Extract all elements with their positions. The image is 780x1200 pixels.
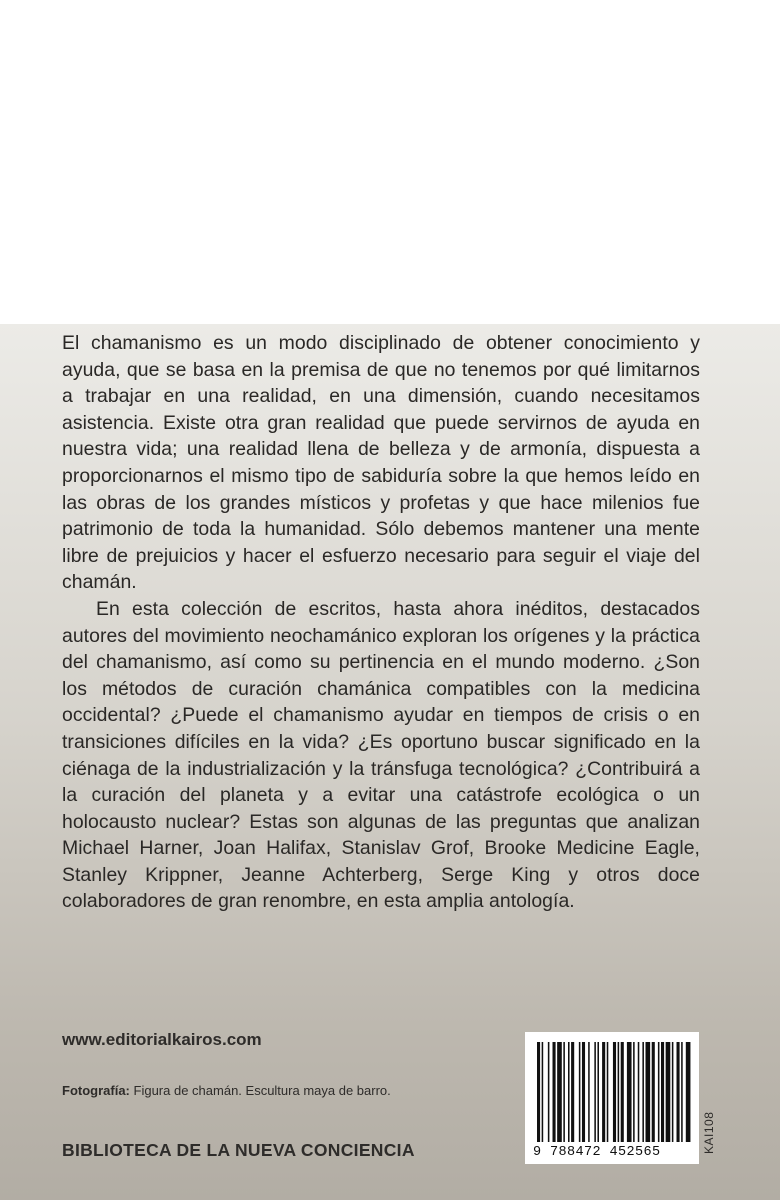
- barcode-bar: [563, 1042, 565, 1142]
- barcode-bar: [652, 1042, 655, 1142]
- barcode-bar: [686, 1042, 691, 1142]
- barcode-bar: [537, 1042, 540, 1142]
- barcode-bar: [613, 1042, 616, 1142]
- barcode-bar: [642, 1042, 644, 1142]
- barcode-bar: [658, 1042, 660, 1142]
- photo-credit-text: Figura de chamán. Escultura maya de barro.: [133, 1083, 391, 1098]
- barcode-bar: [582, 1042, 585, 1142]
- top-blank-area: [0, 0, 780, 324]
- barcode-bar: [661, 1042, 664, 1142]
- barcode: [525, 1032, 699, 1164]
- barcode-bar: [607, 1042, 609, 1142]
- barcode-bar: [597, 1042, 599, 1142]
- barcode-bar: [557, 1042, 562, 1142]
- series-title: BIBLIOTECA DE LA NUEVA CONCIENCIA: [62, 1140, 415, 1160]
- publisher-website: www.editorialkairos.com: [62, 1030, 262, 1049]
- barcode-bar: [618, 1042, 620, 1142]
- blurb-paragraph-1: El chamanismo es un modo disciplinado de obtener conocimiento y ayuda, que se basa en la premisa de que no tenemos por qué limitarnos a trabajar en una realidad, en una dimensión, cuando necesitamos asistencia. Existe otra gran realidad que puede servirnos de ayuda en nuestra vida; una realidad llena de belleza y de armonía, dispuesta a proporcionarnos el mismo tipo de sabiduría sobre la que hemos leído en las obras de los grandes místicos y profetas y que hace milenios fue patrimonio de toda la humanidad. Sólo debemos mantener una mente libre de prejuicios y hacer el esfuerzo necesario para seguir el viaje del chamán.: [62, 332, 700, 594]
- barcode-bar: [633, 1042, 635, 1142]
- reference-code: KAI108: [702, 1111, 716, 1154]
- barcode-bar: [627, 1042, 632, 1142]
- barcode-bar: [594, 1042, 596, 1142]
- isbn-number: 9 788472 452565: [533, 1145, 661, 1160]
- barcode-bar: [602, 1042, 605, 1142]
- photo-credit-label: Fotografía:: [62, 1083, 130, 1098]
- photo-credit: [62, 1083, 391, 1098]
- barcode-bar: [672, 1042, 674, 1142]
- barcode-bar: [571, 1042, 574, 1142]
- barcode-bar: [553, 1042, 556, 1142]
- barcode-bar: [646, 1042, 651, 1142]
- barcode-bar: [548, 1042, 550, 1142]
- barcode-bar: [568, 1042, 570, 1142]
- barcode-bar: [579, 1042, 581, 1142]
- barcode-bar: [542, 1042, 544, 1142]
- blurb-text: [62, 330, 700, 915]
- barcode-bar: [677, 1042, 680, 1142]
- barcode-bar: [621, 1042, 624, 1142]
- barcode-bar: [666, 1042, 671, 1142]
- barcode-bar: [638, 1042, 640, 1142]
- barcode-bar: [681, 1042, 683, 1142]
- blurb-paragraph-2: En esta colección de escritos, hasta ahora inéditos, destacados autores del movimiento neochamánico exploran los orígenes y la práctica del chamanismo, así como su pertinencia en el mundo moderno. ¿Son los métodos de curación chamánica compatibles con la medicina occidental? ¿Puede el chamanismo ayudar en tiempos de crisis o en transiciones difíciles en la vida? ¿Es oportuno buscar significado en la ciénaga de la industrialización y la tránsfuga tecnológica? ¿Contribuirá a la curación del planeta y a evitar una catástrofe ecológica o un holocausto nuclear? Estas son algunas de las preguntas que analizan Michael Harner, Joan Halifax, Stanislav Grof, Brooke Medicine Eagle, Stanley Krippner, Jeanne Achterberg, Serge King y otros doce colaboradores de gran renombre, en esta amplia antología.: [62, 597, 700, 913]
- barcode-bar: [588, 1042, 590, 1142]
